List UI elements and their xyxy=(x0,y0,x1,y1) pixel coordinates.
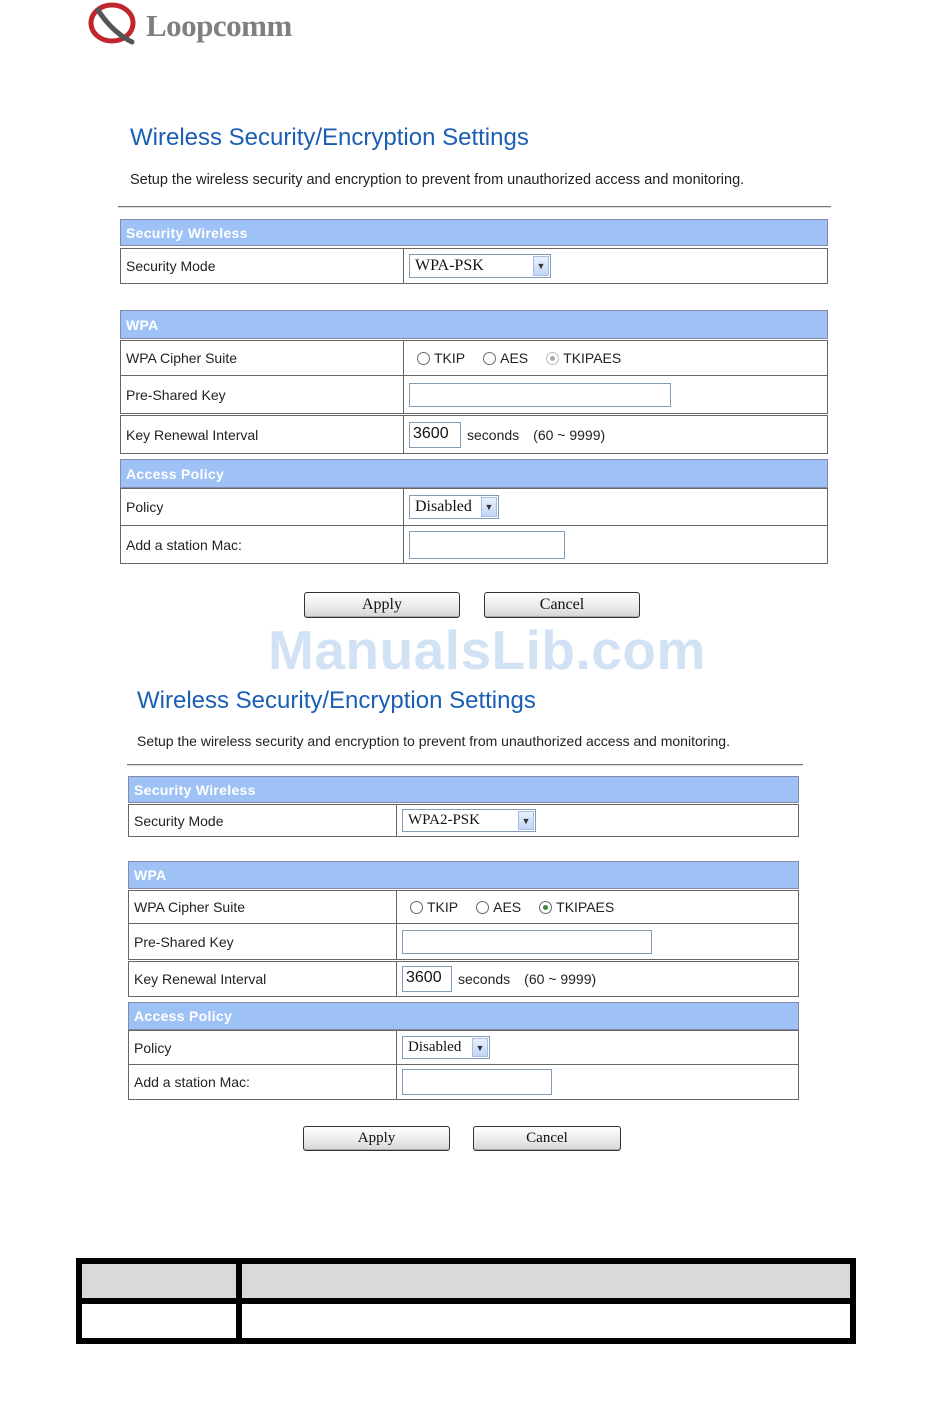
security-mode-value: WPA2-PSK xyxy=(408,812,480,828)
renewal-range: (60 ~ 9999) xyxy=(524,971,597,987)
policy-label: Policy xyxy=(120,488,404,526)
table-cell xyxy=(82,1304,236,1338)
cipher-tkipaes-radio[interactable] xyxy=(539,901,552,914)
divider xyxy=(127,764,803,766)
loopcomm-swoosh-icon xyxy=(88,2,144,46)
security-mode-select[interactable] xyxy=(402,809,536,832)
renewal-unit: seconds xyxy=(458,971,511,987)
security-mode-row xyxy=(120,248,828,284)
psk-label: Pre-Shared Key xyxy=(128,924,397,960)
cancel-button[interactable]: Cancel xyxy=(473,1126,621,1151)
security-mode-label: Security Mode xyxy=(128,804,397,837)
security-mode-row xyxy=(128,804,799,837)
mac-input[interactable] xyxy=(402,1069,552,1095)
wpa-header: WPA xyxy=(120,310,828,339)
cipher-tkip-radio[interactable] xyxy=(410,901,423,914)
apply-button[interactable]: Apply xyxy=(303,1126,450,1151)
cipher-suite-label: WPA Cipher Suite xyxy=(120,340,404,376)
cipher-aes-radio[interactable] xyxy=(483,352,496,365)
policy-select[interactable] xyxy=(409,495,499,519)
cipher-radio-group xyxy=(417,350,639,366)
chevron-down-icon[interactable]: ▼ xyxy=(518,811,534,830)
brand-name: Loopcomm xyxy=(146,8,292,43)
wpa-cipher-row xyxy=(120,340,828,376)
policy-select[interactable] xyxy=(402,1036,490,1059)
cipher-tkipaes-label: TKIPAES xyxy=(556,899,615,915)
cipher-tkipaes-label: TKIPAES xyxy=(563,350,622,366)
divider xyxy=(118,206,831,208)
cancel-button[interactable]: Cancel xyxy=(484,592,640,618)
table-header-cell xyxy=(82,1264,236,1298)
table-cell xyxy=(242,1304,850,1338)
psk-row xyxy=(128,924,799,960)
psk-label: Pre-Shared Key xyxy=(120,376,404,414)
cipher-aes-label: AES xyxy=(500,350,529,366)
mac-row xyxy=(120,526,828,564)
cipher-aes-label: AES xyxy=(493,899,522,915)
chevron-down-icon[interactable]: ▼ xyxy=(481,497,497,517)
cipher-tkip-label: TKIP xyxy=(434,350,466,366)
renewal-range: (60 ~ 9999) xyxy=(533,426,606,443)
psk-input[interactable] xyxy=(402,930,652,954)
page-description: Setup the wireless security and encryption to prevent from unauthorized access and monitoring. xyxy=(130,172,745,188)
security-wireless-header: Security Wireless xyxy=(120,219,828,246)
chevron-down-icon[interactable]: ▼ xyxy=(472,1038,488,1057)
psk-row xyxy=(120,376,828,414)
mac-label: Add a station Mac: xyxy=(120,526,404,564)
apply-button[interactable]: Apply xyxy=(304,592,460,618)
security-wireless-header: Security Wireless xyxy=(128,776,799,803)
cipher-aes-radio[interactable] xyxy=(476,901,489,914)
renewal-label: Key Renewal Interval xyxy=(128,961,397,997)
wpa-cipher-row xyxy=(128,890,799,924)
description-table xyxy=(76,1258,856,1344)
renewal-label: Key Renewal Interval xyxy=(120,415,404,454)
renewal-unit: seconds xyxy=(467,426,520,443)
cipher-tkipaes-radio[interactable] xyxy=(546,352,559,365)
renewal-input[interactable]: 3600 xyxy=(409,422,461,448)
loopcomm-logo xyxy=(88,2,328,48)
security-mode-value: WPA-PSK xyxy=(415,257,484,274)
mac-row xyxy=(128,1065,799,1100)
security-mode-select[interactable] xyxy=(409,254,551,278)
cipher-suite-label: WPA Cipher Suite xyxy=(128,890,397,924)
wpa-header: WPA xyxy=(128,861,799,889)
mac-input[interactable] xyxy=(409,531,565,559)
cipher-tkip-radio[interactable] xyxy=(417,352,430,365)
watermark: ManualsLib.com xyxy=(268,619,706,681)
psk-input[interactable] xyxy=(409,383,671,407)
mac-label: Add a station Mac: xyxy=(128,1065,397,1100)
policy-value: Disabled xyxy=(415,498,472,515)
renewal-row xyxy=(128,961,799,997)
access-policy-header: Access Policy xyxy=(128,1002,799,1030)
chevron-down-icon[interactable]: ▼ xyxy=(533,256,549,276)
renewal-input[interactable]: 3600 xyxy=(402,966,452,992)
policy-label: Policy xyxy=(128,1030,397,1065)
security-mode-label: Security Mode xyxy=(120,248,404,284)
access-policy-header: Access Policy xyxy=(120,459,828,488)
renewal-row xyxy=(120,415,828,454)
policy-value: Disabled xyxy=(408,1039,462,1055)
policy-row xyxy=(128,1030,799,1065)
cipher-radio-group xyxy=(410,899,632,915)
page-title: Wireless Security/Encryption Settings xyxy=(130,124,529,151)
table-header-cell xyxy=(242,1264,850,1298)
cipher-tkip-label: TKIP xyxy=(427,899,459,915)
policy-row xyxy=(120,488,828,526)
page-description: Setup the wireless security and encryption to prevent from unauthorized access and monitoring. xyxy=(137,733,730,749)
page-title: Wireless Security/Encryption Settings xyxy=(137,687,536,714)
